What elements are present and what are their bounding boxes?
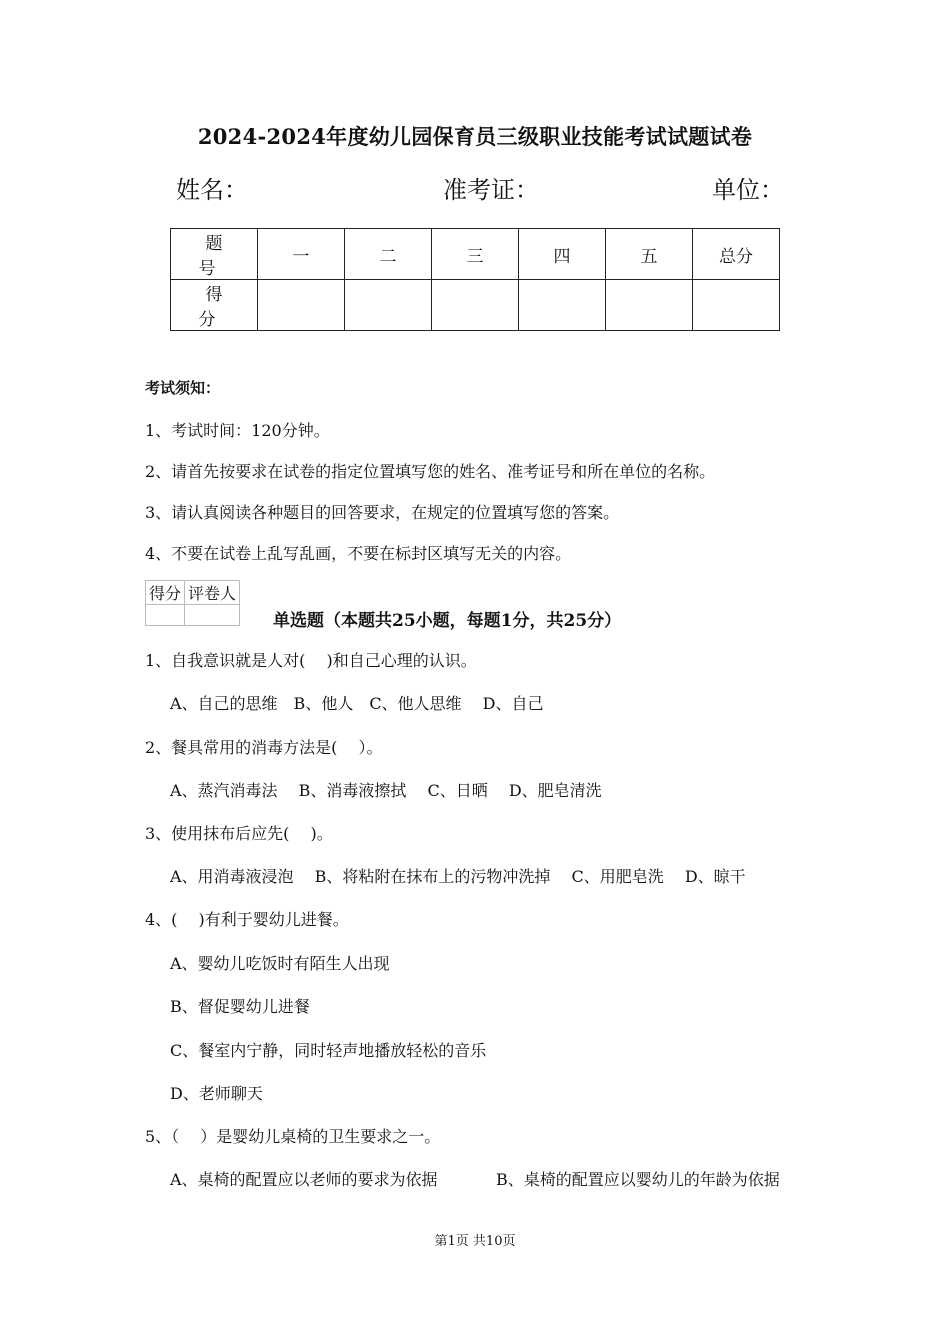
score-input-cell[interactable] bbox=[519, 280, 606, 331]
note-item: 4、不要在试卷上乱写乱画，不要在标封区填写无关的内容。 bbox=[145, 544, 572, 563]
unit-label: 单位： bbox=[712, 176, 784, 204]
question-options: A、用消毒液浸泡 B、将粘附在抹布上的污物冲洗掉 C、用肥皂洗 D、晾干 bbox=[170, 867, 746, 886]
note-item: 1、考试时间：120分钟。 bbox=[145, 421, 330, 440]
note-item: 2、请首先按要求在试卷的指定位置填写您的姓名、准考证号和所在单位的名称。 bbox=[145, 462, 716, 481]
question-options: A、蒸汽消毒法 B、消毒液擦拭 C、日晒 D、肥皂清洗 bbox=[170, 781, 602, 800]
score-table-cell: 五 bbox=[606, 229, 693, 280]
question-option: B、督促婴幼儿进餐 bbox=[170, 997, 310, 1016]
page-footer: 第1页 共10页 bbox=[434, 1234, 516, 1249]
score-input-cell[interactable] bbox=[606, 280, 693, 331]
score-table bbox=[170, 228, 780, 331]
question-stem: 2、餐具常用的消毒方法是( ）。 bbox=[145, 738, 383, 757]
question-options: A、自己的思维 B、他人 C、他人思维 D、自己 bbox=[170, 694, 544, 713]
question-stem: 4、( )有利于婴幼儿进餐。 bbox=[145, 910, 349, 929]
score-table-score-row bbox=[171, 280, 780, 331]
notes-heading: 考试须知： bbox=[145, 379, 221, 397]
score-table-cell: 四 bbox=[519, 229, 606, 280]
score-input-cell[interactable] bbox=[432, 280, 519, 331]
score-table-cell: 三 bbox=[432, 229, 519, 280]
score-input-cell[interactable] bbox=[345, 280, 432, 331]
grader-score-cell[interactable] bbox=[146, 605, 185, 626]
page-title: 2024-2024年度幼儿园保育员三级职业技能考试试题试卷 bbox=[197, 124, 753, 149]
question-stem: 3、使用抹布后应先( )。 bbox=[145, 824, 333, 843]
score-table-cell: 得 分 bbox=[171, 280, 258, 331]
question-option: D、老师聊天 bbox=[170, 1084, 263, 1103]
question-option: A、桌椅的配置应以老师的要求为依据 bbox=[170, 1170, 438, 1189]
question-stem: 1、自我意识就是人对( )和自己心理的认识。 bbox=[145, 651, 477, 670]
question-option: A、婴幼儿吃饭时有陌生人出现 bbox=[170, 954, 390, 973]
score-table-cell: 二 bbox=[345, 229, 432, 280]
section-title: 单选题（本题共25小题，每题1分，共25分） bbox=[273, 611, 622, 631]
question-option: B、桌椅的配置应以婴幼儿的年龄为依据 bbox=[496, 1170, 780, 1189]
grader-score-label: 得分 bbox=[146, 581, 185, 605]
grader-table bbox=[145, 580, 240, 626]
note-item: 3、请认真阅读各种题目的回答要求，在规定的位置填写您的答案。 bbox=[145, 503, 620, 522]
question-stem: 5、（ ）是婴幼儿桌椅的卫生要求之一。 bbox=[145, 1127, 441, 1146]
score-table-cell: 一 bbox=[258, 229, 345, 280]
grader-reviewer-label: 评卷人 bbox=[185, 581, 240, 605]
score-table-cell: 总分 bbox=[693, 229, 780, 280]
question-option: C、餐室内宁静，同时轻声地播放轻松的音乐 bbox=[170, 1041, 487, 1060]
grader-reviewer-cell[interactable] bbox=[185, 605, 240, 626]
score-input-cell[interactable] bbox=[258, 280, 345, 331]
name-label: 姓名： bbox=[176, 176, 248, 204]
score-table-header-row bbox=[171, 229, 780, 280]
score-table-cell: 题 号 bbox=[171, 229, 258, 280]
exam-number-label: 准考证： bbox=[443, 176, 539, 204]
score-input-cell[interactable] bbox=[693, 280, 780, 331]
